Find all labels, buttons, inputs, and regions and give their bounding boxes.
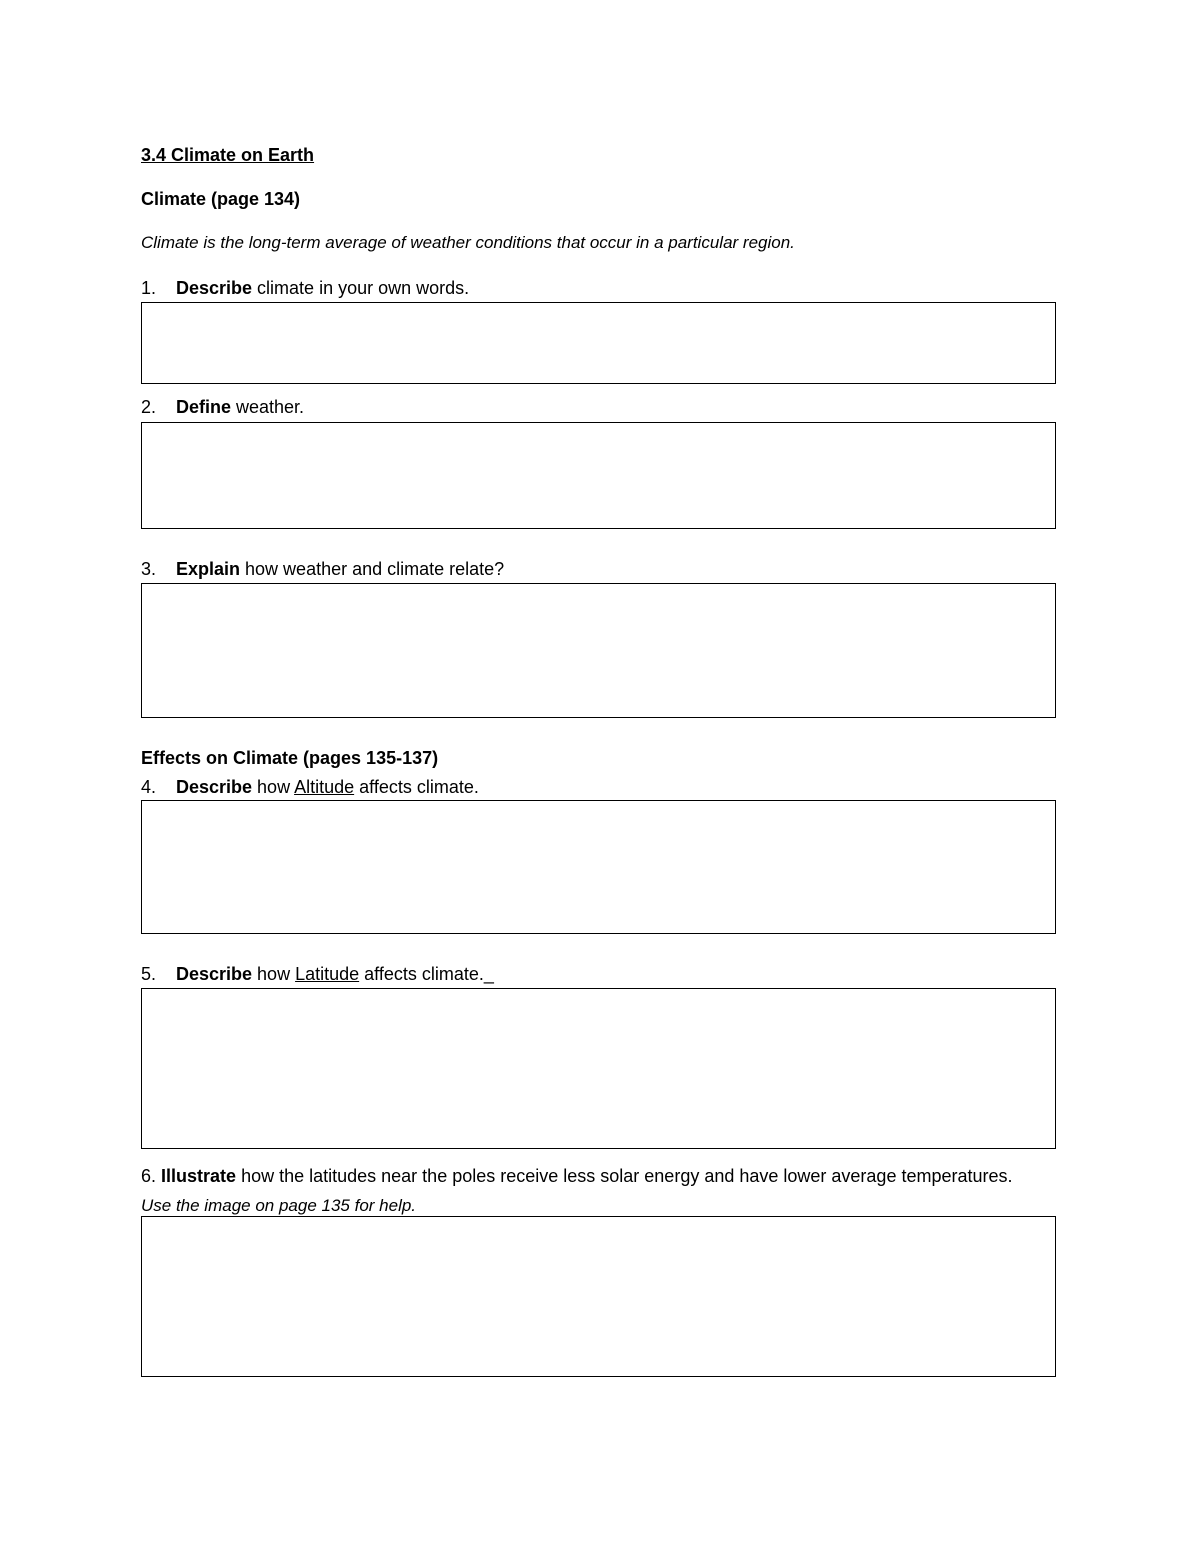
question-text-pre: how	[252, 777, 295, 797]
question-text-pre: how	[252, 964, 296, 984]
question-6	[141, 1162, 1021, 1220]
question-text: how weather and climate relate?	[240, 559, 505, 579]
question-verb: Describe	[176, 964, 253, 984]
question-number: 6.	[141, 1166, 157, 1186]
answer-box-1[interactable]	[141, 302, 1056, 384]
question-4	[141, 776, 479, 798]
question-number: 5.	[141, 964, 157, 984]
question-term: Latitude	[295, 964, 360, 984]
question-text-post: affects climate.	[359, 964, 484, 984]
question-text: how the latitudes near the poles receive less solar energy and have lower average temperatures.	[236, 1166, 1013, 1186]
answer-box-2[interactable]	[141, 422, 1056, 529]
question-hint: Use the image on page 135 for help.	[141, 1196, 417, 1215]
question-number: 3.	[141, 559, 157, 579]
question-text-post: affects climate.	[354, 777, 479, 797]
question-verb: Describe	[176, 278, 253, 298]
question-5	[141, 963, 494, 985]
question-number: 4.	[141, 777, 157, 797]
question-2	[141, 396, 304, 418]
question-1	[141, 277, 469, 299]
question-number: 2.	[141, 397, 157, 417]
question-text: weather.	[231, 397, 305, 417]
section-heading-effects: Effects on Climate (pages 135-137)	[141, 748, 439, 768]
question-number: 1.	[141, 278, 157, 298]
question-verb: Define	[176, 397, 232, 417]
page-title: 3.4 Climate on Earth	[141, 145, 315, 165]
question-verb: Explain	[176, 559, 241, 579]
answer-box-6[interactable]	[141, 1216, 1056, 1377]
question-verb: Illustrate	[161, 1166, 237, 1186]
answer-blank: _	[483, 964, 494, 984]
question-text: climate in your own words.	[252, 278, 470, 298]
climate-definition: Climate is the long-term average of weather conditions that occur in a particular region.	[141, 233, 795, 252]
question-verb: Describe	[176, 777, 253, 797]
answer-box-3[interactable]	[141, 583, 1056, 718]
answer-box-4[interactable]	[141, 800, 1056, 934]
answer-box-5[interactable]	[141, 988, 1056, 1149]
question-3	[141, 558, 504, 580]
section-heading-climate: Climate (page 134)	[141, 189, 301, 209]
question-term: Altitude	[294, 777, 355, 797]
